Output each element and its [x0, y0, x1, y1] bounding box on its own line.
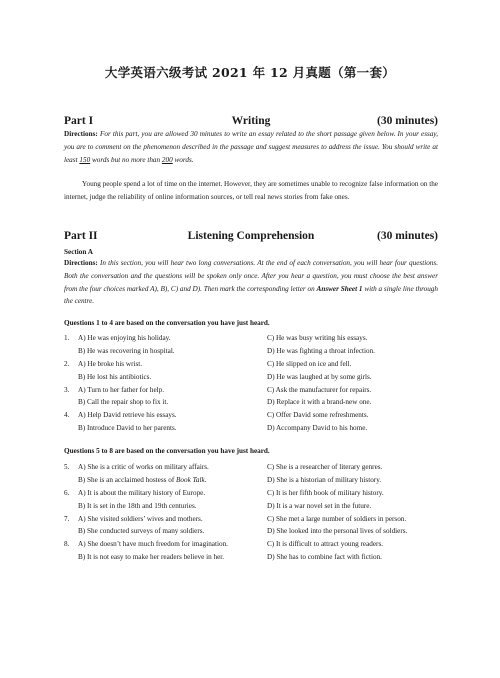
part2-name: Listening Comprehension — [187, 230, 315, 242]
option-b: B) It is not easy to make her readers believe in her. — [78, 553, 225, 562]
option-d: D) Replace it with a brand-new one. — [267, 398, 372, 407]
part2-label: Part II — [64, 230, 98, 242]
option-a: A) She visited soldiers’ wives and mothers. — [78, 514, 203, 523]
option-b: B) She conducted surveys of many soldiers. — [78, 527, 205, 536]
group2-questions — [64, 461, 438, 564]
option-c: C) It is her fifth book of military history. — [267, 488, 384, 497]
question-row: 4. A) Help David retrieve his essays. C) Offer David some refreshments. — [64, 409, 438, 422]
option-b: B) Call the repair shop to fix it. — [78, 398, 169, 407]
option-a: A) Turn to her father for help. — [78, 385, 165, 394]
exam-title: 大学英语六级考试 2021 年 12 月真题（第一套） — [104, 65, 396, 80]
question-row: 2. A) He broke his wrist. C) He slipped on ice and fell. — [64, 358, 438, 371]
group1-heading: Questions 1 to 4 are based on the conversation you have just heard. — [64, 319, 270, 327]
part1-name: Writing — [231, 115, 271, 127]
question-row — [64, 345, 438, 358]
option-a: A) Help David retrieve his essays. — [78, 411, 177, 420]
option-d: D) He was laughed at by some girls. — [267, 372, 372, 381]
option-b: B) She is an acclaimed hostess of Book Talk. — [78, 475, 207, 484]
option-b: B) He was recovering in hospital. — [78, 346, 175, 355]
option-b: B) It is set in the 18th and 19th centuries. — [78, 501, 197, 510]
option-d: D) It is a war novel set in the future. — [267, 501, 372, 510]
question-row — [64, 500, 438, 513]
section-a-label: Section A — [64, 248, 93, 256]
group1-questions — [64, 332, 438, 435]
option-a: A) She is a critic of works on military affairs. — [78, 463, 209, 471]
question-row: 6. A) It is about the military history of Europe. C) It is her fifth book of military history. — [64, 487, 438, 500]
question-row: 5. A) She is a critic of works on military affairs. C) She is a researcher of literary genres. — [64, 461, 438, 474]
question-row — [64, 525, 438, 538]
part2-directions: Directions: In this section, you will hear two long conversations. At the end of each conversation, you will hear four questions. Both the conversation and the questions will be spoken only once. After you hear a question, you must choose the best answer from the four choices marked A), B), C) and D). Then mark the corresponding letter on Answer Sheet 1 with a single line through the centre. — [64, 259, 438, 306]
option-c: C) He was busy writing his essays. — [267, 334, 368, 342]
option-b: B) Introduce David to her parents. — [78, 424, 177, 433]
option-a: A) It is about the military history of Europe. — [78, 488, 206, 497]
part1-time: (30 minutes) — [376, 115, 438, 127]
question-row — [64, 551, 438, 564]
option-d: D) She looked into the personal lives of soldiers. — [267, 527, 408, 536]
option-c: C) He slipped on ice and fell. — [267, 359, 352, 368]
question-row — [64, 396, 438, 409]
option-b: B) He lost his antibiotics. — [78, 372, 152, 381]
question-row: 7. A) She visited soldiers’ wives and mothers. C) She met a large number of soldiers in person. — [64, 513, 438, 526]
part1-header — [64, 115, 438, 127]
option-d: D) He was fighting a throat infection. — [267, 346, 375, 355]
question-row — [64, 371, 438, 384]
part2-time: (30 minutes) — [376, 230, 438, 242]
group2-heading: Questions 5 to 8 are based on the conversation you have just heard. — [64, 447, 270, 455]
option-c: C) She is a researcher of literary genres. — [267, 463, 383, 471]
option-d: D) She has to combine fact with fiction. — [267, 553, 382, 562]
option-a: A) He broke his wrist. — [78, 359, 143, 368]
part2-header — [64, 230, 438, 242]
part1-label: Part I — [64, 115, 94, 127]
option-c: C) She met a large number of soldiers in person. — [267, 514, 407, 523]
question-row: 8. A) She doesn’t have much freedom for imagination. C) It is difficult to attract young readers. — [64, 538, 438, 551]
part1-passage: Young people spend a lot of time on the internet. However, they are sometimes unable to recognize false information on the internet, judge the reliability of online information sources, or tell real news stories from fake ones. — [64, 180, 438, 201]
question-row: 1. A) He was enjoying his holiday. C) He was busy writing his essays. — [64, 332, 438, 345]
option-a: A) He was enjoying his holiday. — [78, 334, 171, 342]
option-c: C) Ask the manufacturer for repairs. — [267, 385, 372, 394]
option-c: C) It is difficult to attract young readers. — [267, 540, 384, 549]
option-d: D) She is a historian of military history. — [267, 475, 382, 484]
question-row — [64, 422, 438, 435]
option-c: C) Offer David some refreshments. — [267, 411, 369, 420]
option-d: D) Accompany David to his home. — [267, 424, 368, 433]
option-a: A) She doesn’t have much freedom for imagination. — [78, 540, 228, 549]
part1-directions: Directions: For this part, you are allowed 30 minutes to write an essay related to the short passage given below. In your essay, you are to comment on the phenomenon described in the passage and suggest measures to address the issue. You should write at least 150 words but no more than 200 words. — [64, 130, 438, 164]
question-row: 3. A) Turn to her father for help. C) Ask the manufacturer for repairs. — [64, 384, 438, 397]
question-row — [64, 474, 438, 487]
